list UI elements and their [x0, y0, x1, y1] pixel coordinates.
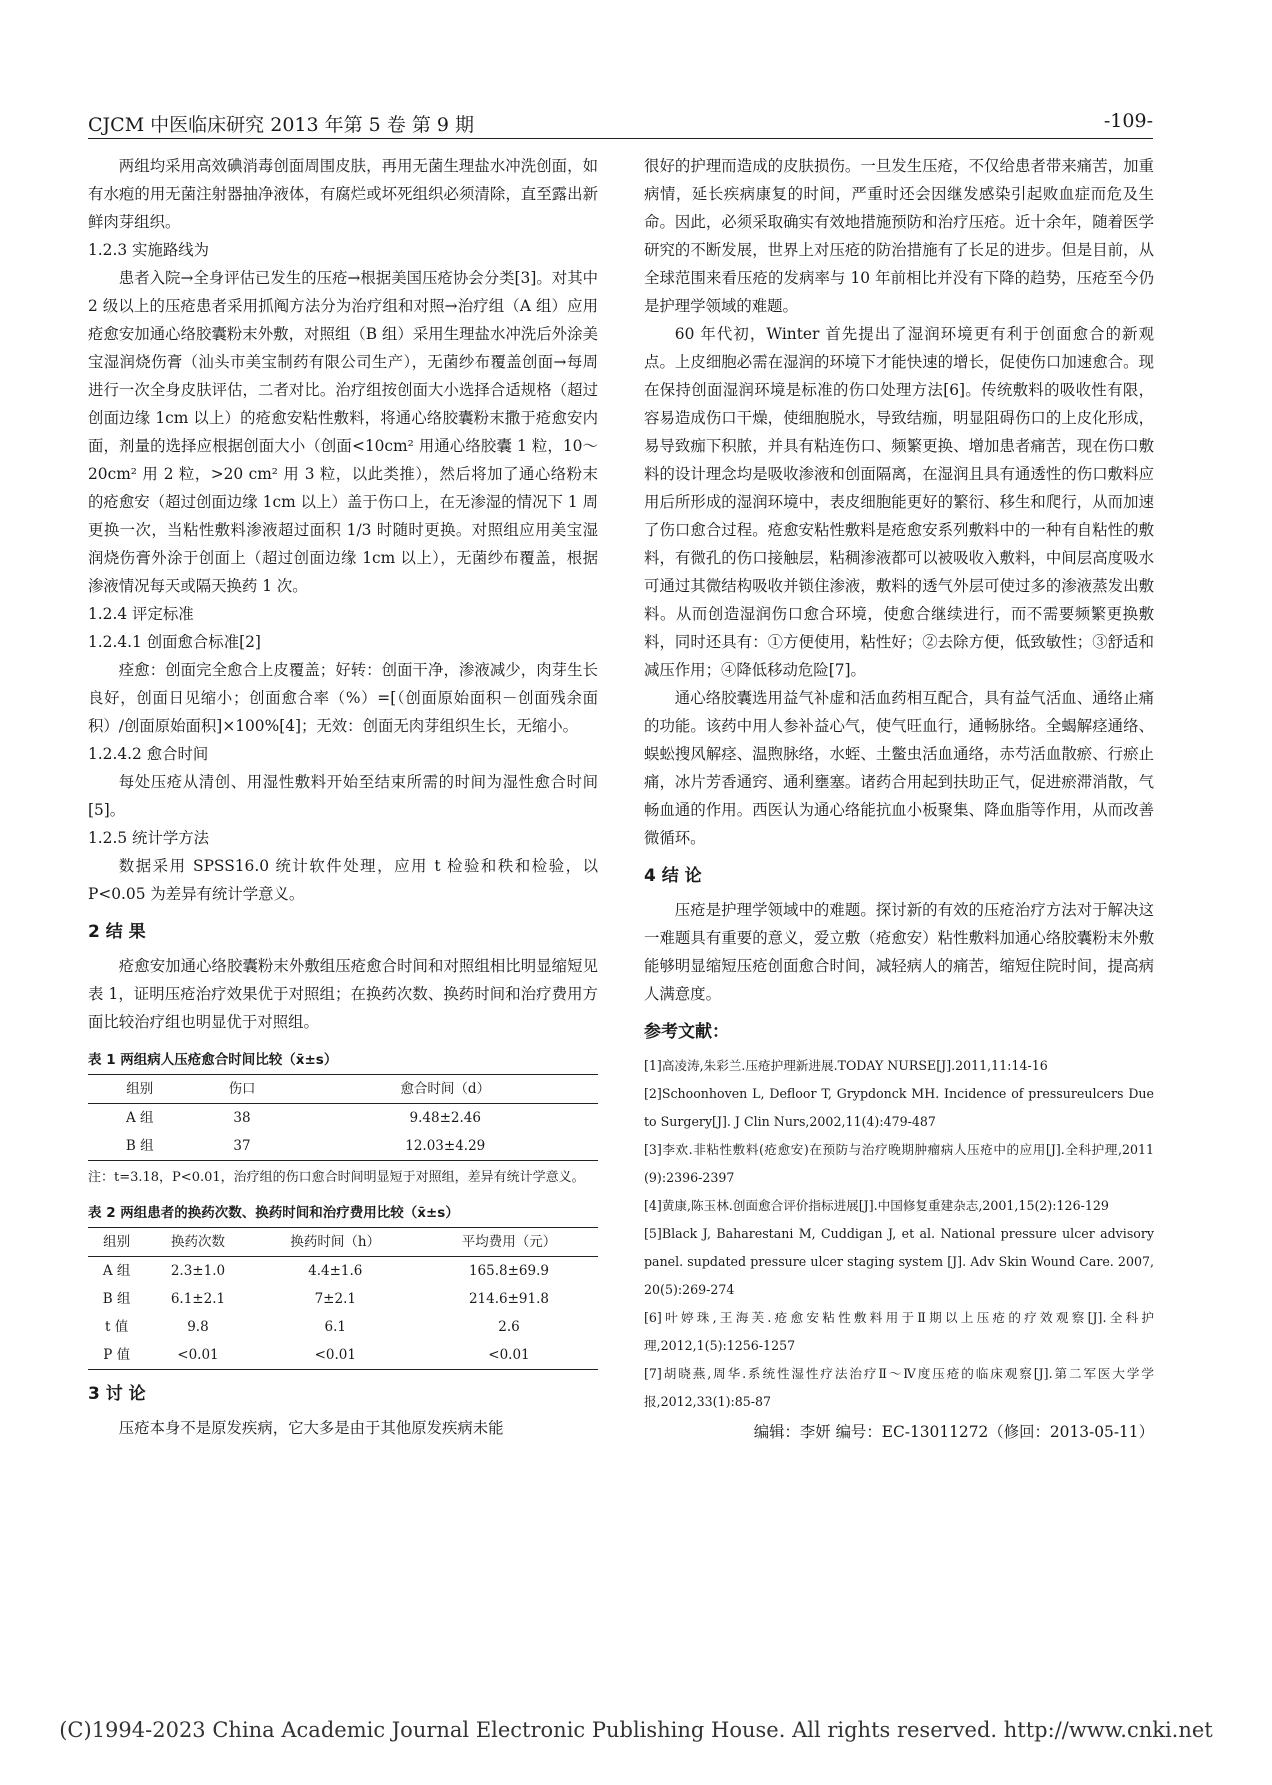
table-cell: 6.1±2.1 [170, 1291, 226, 1307]
table-header-cell: 换药时间（h） [251, 1228, 420, 1257]
table-header-cell: 组别 [88, 1228, 145, 1257]
table-row [88, 1341, 598, 1370]
subsection-heading: 1.2.5 统计学方法 [88, 829, 210, 847]
section-heading: 2 结 果 [88, 922, 146, 942]
reference-item: [3]李欢.非粘性敷料(疮愈安)在预防与治疗晚期肿瘤病人压疮中的应用[J].全科护理,2011 (9):2396-2397 [644, 1142, 1154, 1185]
table-cell: 4.4±1.6 [308, 1263, 363, 1279]
paragraph: 压疮是护理学领域中的难题。探讨新的有效的压疮治疗方法对于解决这一难题具有重要的意义，爱立敷（疮愈安）粘性敷料加通心络胶囊粉末外敷能够明显缩短压疮创面愈合时间，减轻病人的痛苦，缩短住院时间，提高病人满意度。 [644, 901, 1154, 1003]
table-cell: 6.1 [324, 1319, 347, 1335]
table-cell: 2.6 [498, 1319, 520, 1335]
reference-item: [7]胡晓燕,周华.系统性湿性疗法治疗Ⅱ～Ⅳ度压疮的临床观察[J].第二军医大学学报,2012,33(1):85-87 [644, 1366, 1154, 1409]
subsection-heading: 1.2.3 实施路线为 [88, 241, 210, 259]
table-cell: B 组 [88, 1132, 191, 1161]
subsection-heading: 1.2.4.2 愈合时间 [88, 745, 209, 763]
paragraph: 通心络胶囊选用益气补虚和活血药相互配合，具有益气活血、通络止痛的功能。该药中用人参补益心气，使气旺血行，通畅脉络。全蝎解痉通络、蜈蚣搜风解痉、温煦脉络，水蛭、土鳖虫活血通络，赤芍活血散瘀、行瘀止痛，冰片芳香通窍、通利壅塞。诸药合用起到扶助正气，促进瘀滞消散，气畅血通的作用。西医认为通心络能抗血小板聚集、降血脂等作用，从而改善微循环。 [644, 689, 1154, 847]
right-column [644, 152, 1154, 1446]
reference-item: [5]Black J, Baharestani M, Cuddigan J, et al. National pressure ulcer advisory panel. supdated pressure ulcer staging system [J]. Adv Skin Wound Care. 2007, 20(5):269-274 [644, 1226, 1154, 1297]
table-header-row [88, 1228, 598, 1257]
journal-title: CJCM 中医临床研究 2013 年第 5 卷 第 9 期 [88, 114, 474, 136]
left-column [88, 152, 598, 1442]
page-number: -109- [1103, 110, 1153, 132]
table-row [88, 1313, 598, 1341]
editor-note: 编辑：李妍 编号：EC-13011272（修回：2013-05-11） [753, 1423, 1154, 1441]
paragraph: 很好的护理而造成的皮肤损伤。一旦发生压疮，不仅给患者带来痛苦，加重病情，延长疾病康复的时间，严重时还会因继发感染引起败血症而危及生命。因此，必须采取确实有效地措施预防和治疗压疮。近十余年，随着医学研究的不断发展，世界上对压疮的防治措施有了长足的进步。但是目前，从全球范围来看压疮的发病率与 10 年前相比并没有下降的趋势，压疮至今仍是护理学领域的难题。 [644, 157, 1154, 315]
table-header-cell: 愈合时间（d） [293, 1075, 598, 1104]
table-caption: 表 1 两组病人压疮愈合时间比较（x̄±s） [88, 1052, 338, 1068]
table-1 [88, 1074, 598, 1161]
subsection-heading: 1.2.4 评定标准 [88, 605, 194, 623]
paragraph: 压疮本身不是原发疾病，它大多是由于其他原发疾病未能 [118, 1419, 504, 1437]
table-cell: 165.8±69.9 [468, 1263, 549, 1279]
table-header-cell: 换药次数 [145, 1228, 250, 1257]
table-cell: A 组 [125, 1110, 154, 1126]
reference-item: [1]高凌涛,朱彩兰.压疮护理新进展.TODAY NURSE[J].2011,11:14-16 [644, 1058, 1048, 1073]
paragraph: 患者入院→全身评估已发生的压疮→根据美国压疮协会分类[3]。对其中 2 级以上的压疮患者采用抓阄方法分为治疗组和对照→治疗组（A 组）应用疮愈安加通心络胶囊粉末外敷，对照组（B 组）采用生理盐水冲洗后外涂美宝湿润烧伤膏（汕头市美宝制药有限公司生产），无菌纱布覆盖创面→每周进行一次全身皮肤评估，二者对比。治疗组按创面大小选择合适规格（超过创面边缘 1cm 以上）的疮愈安粘性敷料，将通心络胶囊粉末撒于疮愈安内面，剂量的选择应根据创面大小（创面<10cm² 用通心络胶囊 1 粒，10～20cm² 用 2 粒，>20 cm² 用 3 粒，以此类推），然后将加了通心络粉末的疮愈安（超过创面边缘 1cm 以上）盖于伤口上，在无渗湿的情况下 1 周更换一次，当粘性敷料渗液超过面积 1/3 时随时更换。对照组应用美宝湿润烧伤膏外涂于创面上（超过创面边缘 1cm 以上），无菌纱布覆盖，根据渗液情况每天或隔天换药 1 次。 [88, 269, 598, 595]
table-cell: 9.48±2.46 [409, 1110, 481, 1126]
table-caption: 表 2 两组患者的换药次数、换药时间和治疗费用比较（x̄±s） [88, 1205, 459, 1221]
copyright-footer: (C)1994-2023 China Academic Journal Electronic Publishing House. All rights reserved. http://www.cnki.net [59, 1718, 1213, 1742]
table-header-cell: 组别 [88, 1075, 191, 1104]
table-row [88, 1132, 598, 1161]
paragraph: 疮愈安加通心络胶囊粉末外敷组压疮愈合时间和对照组相比明显缩短见表 1，证明压疮治疗效果优于对照组；在换药次数、换药时间和治疗费用方面比较治疗组也明显优于对照组。 [88, 957, 598, 1031]
table-cell: <0.01 [145, 1341, 250, 1370]
table-cell: B 组 [102, 1291, 131, 1307]
references-heading: 参考文献： [644, 1022, 729, 1042]
table-header-cell: 伤口 [191, 1075, 292, 1104]
table-cell: 9.8 [187, 1319, 209, 1335]
reference-item: [4]黄康,陈玉林.创面愈合评价指标进展[J].中国修复重建杂志,2001,15(2):126-129 [644, 1198, 1109, 1213]
section-heading: 3 讨 论 [88, 1384, 146, 1404]
table-cell: 37 [191, 1132, 292, 1161]
table-cell: P 值 [88, 1341, 145, 1370]
paragraph: 60 年代初，Winter 首先提出了湿润环境更有利于创面愈合的新观点。上皮细胞必需在湿润的环境下才能快速的增长，促使伤口加速愈合。现在保持创面湿润环境是标准的伤口处理方法[6]。传统敷料的吸收性有限，容易造成伤口干燥，使细胞脱水，导致结痂，明显阻碍伤口的上皮化形成，易导致痂下积脓，并具有粘连伤口、频繁更换、增加患者痛苦，现在伤口敷料的设计理念均是吸收渗液和创面隔离，在湿润且具有通透性的伤口敷料应用后所形成的湿润环境中，表皮细胞能更好的繁衍、移生和爬行，从而加速了伤口愈合过程。疮愈安粘性敷料是疮愈安系列敷料中的一种有自粘性的敷料，有微孔的伤口接触层，粘稠渗液都可以被吸收入敷料，中间层高度吸水可通过其微结构吸收并锁住渗液，敷料的透气外层可使过多的渗液蒸发出敷料。从而创造湿润伤口愈合环境，使愈合继续进行，而不需要频繁更换敷料，同时还具有：①方便使用，粘性好；②去除方便，低致敏性；③舒适和减压作用；④降低移动危险[7]。 [644, 325, 1154, 679]
table-cell: 12.03±4.29 [293, 1132, 598, 1161]
table-header-row [88, 1075, 598, 1104]
reference-item: [2]Schoonhoven L, Defloor T, Grypdonck MH. Incidence of pressureulcers Due to Surgery[J]. J Clin Nurs,2002,11(4):479-487 [644, 1086, 1154, 1129]
paragraph: 数据采用 SPSS16.0 统计软件处理，应用 t 检验和秩和检验，以 P<0.05 为差异有统计学意义。 [88, 857, 598, 903]
running-header [88, 104, 1153, 139]
table-2 [88, 1227, 598, 1370]
table-cell: 7±2.1 [314, 1291, 356, 1307]
table-cell: 2.3±1.0 [170, 1263, 226, 1279]
table-note: 注：t=3.18，P<0.01，治疗组的伤口愈合时间明显短于对照组，差异有统计学意义。 [88, 1170, 585, 1185]
paragraph: 每处压疮从清创、用湿性敷料开始至结束所需的时间为湿性愈合时间[5]。 [88, 773, 598, 819]
table-row [88, 1104, 598, 1133]
table-cell: <0.01 [251, 1341, 420, 1370]
table-cell: A 组 [102, 1263, 131, 1279]
paragraph: 痊愈：创面完全愈合上皮覆盖；好转：创面干净，渗液减少，肉芽生长良好，创面日见缩小；创面愈合率（%）=[（创面原始面积－创面残余面积）/创面原始面积]×100%[4]；无效：创面无肉芽组织生长，无缩小。 [88, 661, 598, 735]
reference-item: [6]叶婷珠,王海芙.疮愈安粘性敷料用于Ⅱ期以上压疮的疗效观察[J].全科护理,2012,1(5):1256-1257 [644, 1310, 1154, 1353]
table-cell: t 值 [105, 1319, 129, 1335]
subsection-heading: 1.2.4.1 创面愈合标准[2] [88, 633, 261, 651]
table-cell: <0.01 [420, 1341, 598, 1370]
section-heading: 4 结 论 [644, 866, 702, 886]
table-cell: 38 [233, 1110, 251, 1126]
table-header-cell: 平均费用（元） [420, 1228, 598, 1257]
table-row [88, 1285, 598, 1313]
table-row [88, 1257, 598, 1286]
table-cell: 214.6±91.8 [468, 1291, 549, 1307]
paragraph: 两组均采用高效碘消毒创面周围皮肤，再用无菌生理盐水冲洗创面，如有水疱的用无菌注射器抽净液体，有腐烂或坏死组织必须清除，直至露出新鲜肉芽组织。 [88, 157, 598, 231]
